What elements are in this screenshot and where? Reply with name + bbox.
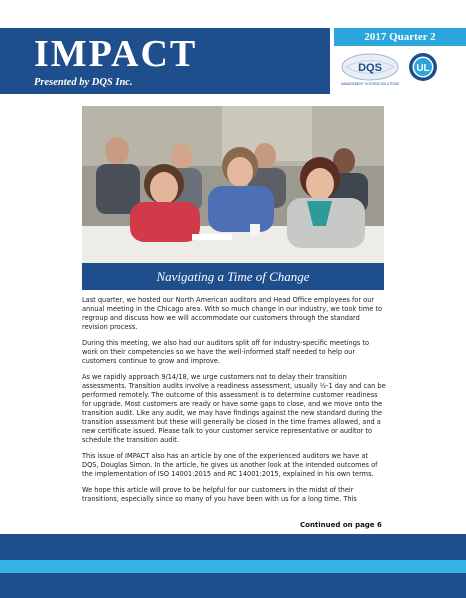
attendee-back-left [105, 137, 129, 165]
footer-band-dark [0, 534, 466, 560]
article-paragraph: We hope this article will prove to be helpful for our customers in the midst of their transitions, especially since so many of you have been with us for a long time. This [82, 486, 357, 503]
newsletter-title: IMPACT [34, 33, 198, 75]
ul-logo-icon [408, 52, 438, 82]
article-paragraph: Last quarter, we hosted our North American auditors and Head Office employees for our annual meeting in the Chicago area. With so much change in our industry, we took time to regroup and discuss how we will accommodate our customers through the standard revision process. [82, 296, 383, 331]
article-paragraph: This issue of IMPACT also has an article by one of the experienced auditors we have at DQS, Douglas Simon. In the article, he gives us another look at the intended outcomes of the implementation of ISO 14001:2015 and RC 14001:2015, explained in his own terms. [82, 452, 378, 478]
attendee-front-left [150, 172, 178, 204]
attendee-back-center [171, 143, 193, 169]
article-paragraph: As we rapidly approach 9/14/18, we urge customers not to delay their transition assessments. Transition audits involve a readiness assessment, usually ½-1 day and can be performed remotely. The outcome of this assessment is to determine customer readiness for upgrade. Most customers are ready or have some gaps to close, and we move onto the transition audit. Like any audit, we may have findings against the new standard during the transition assessment but these will generally be closed in the time frames allowed, and a new certificate issued. Please talk to your customer service representative or auditor to schedule the transition audit. [82, 373, 386, 444]
ul-logo-text: UL [416, 63, 430, 74]
issue-quarter-badge: 2017 Quarter 2 [334, 28, 466, 46]
presented-by: Presented by DQS Inc. [34, 77, 133, 88]
dqs-logo-subtitle: MANAGEMENT SYSTEMS SOLUTIONS [340, 82, 400, 86]
meeting-photo [82, 106, 384, 263]
attendee-front-center [227, 157, 253, 187]
footer-band-bottom [0, 573, 466, 598]
article-body [82, 296, 386, 511]
dqs-logo-text: DQS [358, 62, 382, 74]
attendee-front-right [306, 168, 334, 200]
footer-band-light [0, 560, 466, 573]
dqs-logo-icon [340, 52, 400, 88]
photo-caption: Navigating a Time of Change [156, 269, 310, 284]
continued-link[interactable]: Continued on page 6 [300, 521, 382, 529]
article-paragraph: During this meeting, we also had our auditors split off for industry-specific meetings to work on their competencies so we have the well-informed staff needed to help our customers continue to grow and improve. [82, 339, 370, 365]
